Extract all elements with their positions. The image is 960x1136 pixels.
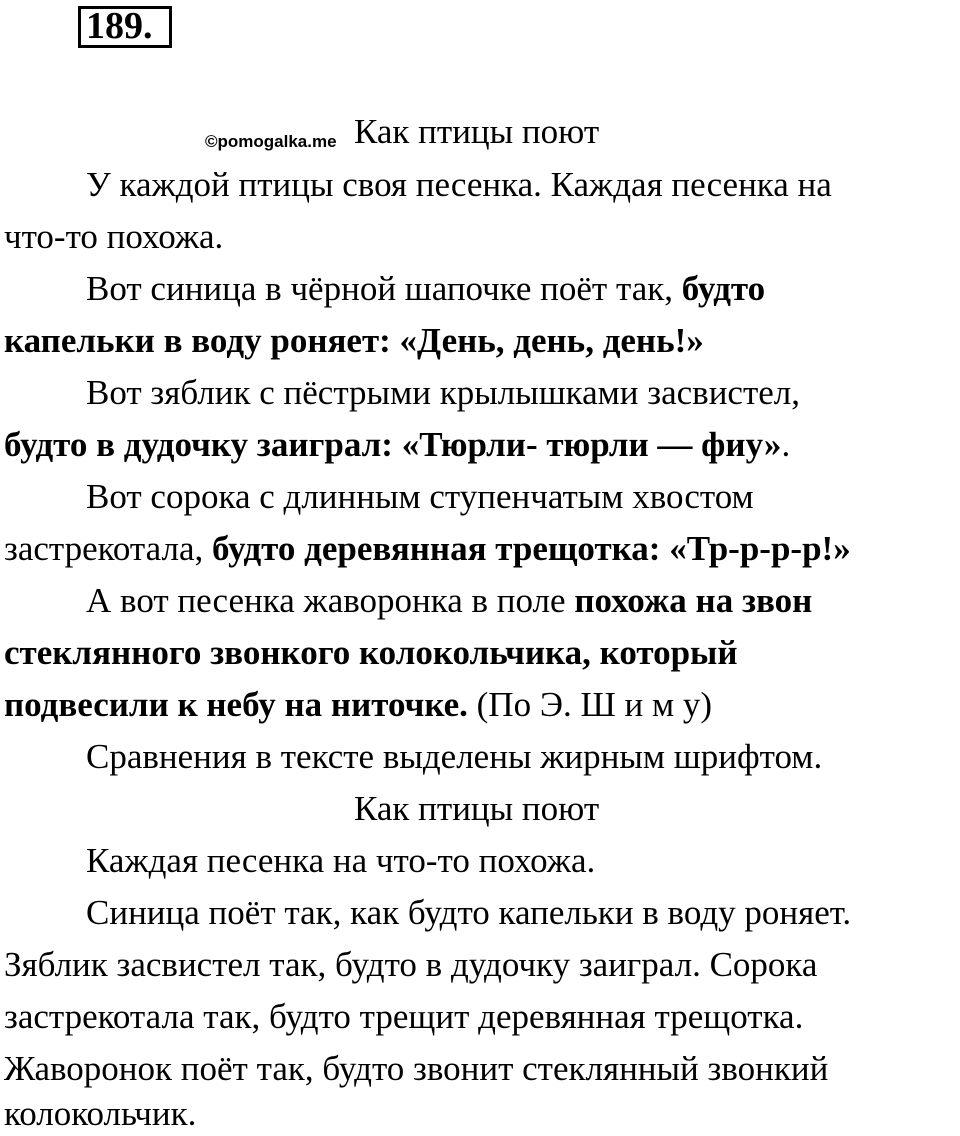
comparison-text: стеклянного звонкого колокольчика, который — [4, 633, 738, 672]
text-line: Вот сорока с длинным ступенчатым хвостом — [86, 477, 754, 516]
text-line — [86, 267, 765, 311]
text-span: (По Э. Ш и м у) — [467, 685, 713, 724]
answer-line: Синица поёт так, как будто капельки в воду роняет. — [86, 893, 852, 932]
answer-line: колокольчик. — [4, 1094, 197, 1133]
comparison-text: будто в дудочку заиграл: «Тюрли- тюрли — фиу» — [4, 425, 782, 464]
text-line — [86, 579, 812, 623]
text-title: Как птицы поют — [354, 112, 600, 151]
text-line — [4, 423, 790, 467]
comparison-text: капельки в воду роняет: «День, день, день!» — [4, 321, 704, 360]
answer-line: Каждая песенка на что-то похожа. — [86, 841, 596, 880]
text-line: Вот зяблик с пёстрыми крылышками засвистел, — [86, 373, 801, 412]
answer-line: застрекотала так, будто трещит деревянная трещотка. — [4, 997, 804, 1036]
comparison-text: похожа на звон — [574, 581, 813, 620]
text-span: Вот синица в чёрной шапочке поёт так, — [86, 269, 682, 308]
comparison-text: подвесили к небу на ниточке. — [4, 685, 468, 724]
text-line — [4, 527, 851, 571]
exercise-number: 189. — [86, 5, 153, 47]
answer-title: Как птицы поют — [354, 789, 600, 828]
note-line: Сравнения в тексте выделены жирным шрифтом. — [86, 737, 823, 776]
text-span: застрекотала, — [4, 529, 212, 568]
answer-line: Жаворонок поёт так, будто звонит стеклянный звонкий — [4, 1049, 829, 1088]
text-line: У каждой птицы своя песенка. Каждая песенка на — [86, 165, 832, 204]
comparison-text: будто деревянная трещотка: «Тр-р-р-р!» — [211, 529, 851, 568]
watermark: ©pomogalka.me — [205, 132, 337, 151]
comparison-text: будто — [681, 269, 766, 308]
answer-line: Зяблик засвистел так, будто в дудочку заиграл. Сорока — [4, 945, 818, 984]
text-span: А вот песенка жаворонка в поле — [86, 581, 575, 620]
text-line: что-то похожа. — [4, 217, 224, 256]
text-line — [4, 683, 712, 727]
text-span: . — [781, 425, 791, 464]
